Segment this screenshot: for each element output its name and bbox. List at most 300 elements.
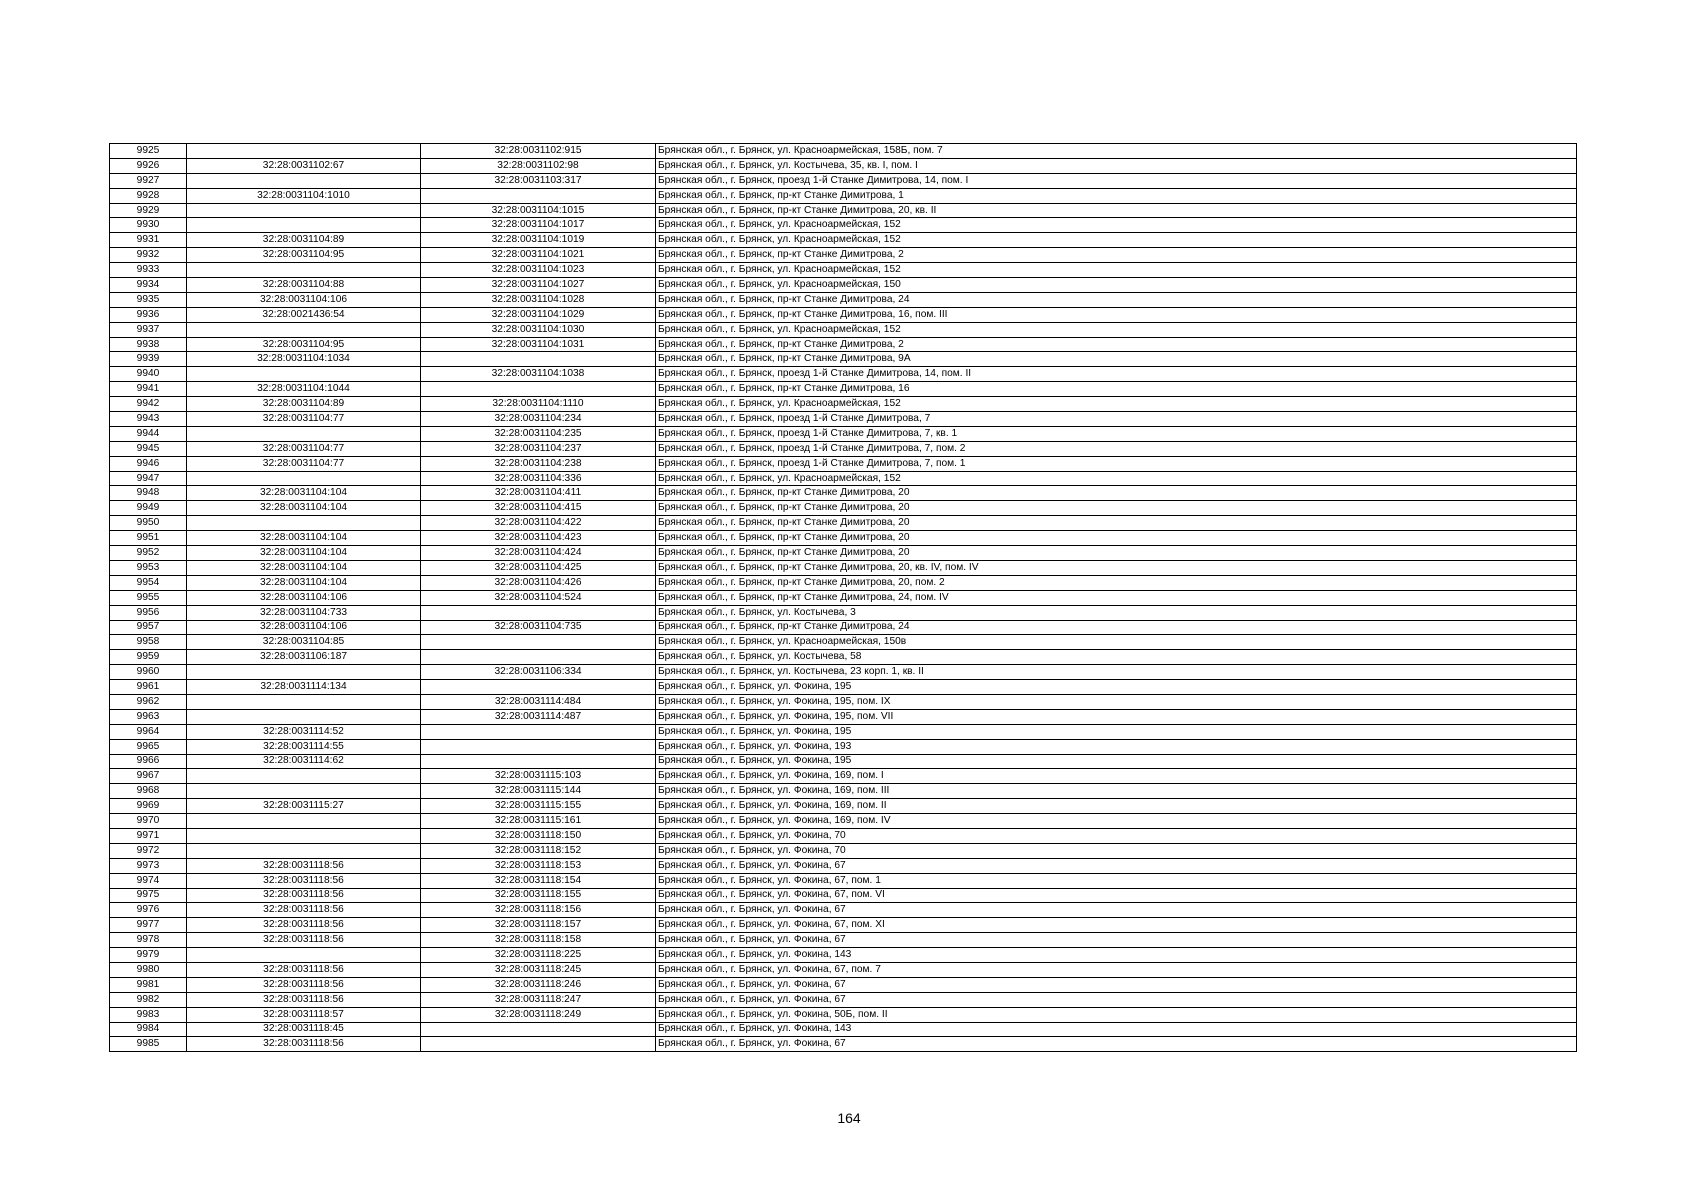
address-cell: Брянская обл., г. Брянск, ул. Фокина, 195, пом. VII (656, 709, 1577, 724)
row-number-cell: 9940 (110, 367, 187, 382)
row-number-cell: 9944 (110, 426, 187, 441)
address-cell: Брянская обл., г. Брянск, ул. Фокина, 193 (656, 739, 1577, 754)
row-number-cell: 9961 (110, 680, 187, 695)
object-number-cell: 32:28:0031118:152 (421, 843, 656, 858)
registry-table-container (109, 143, 1576, 1052)
object-number-cell: 32:28:0031104:234 (421, 412, 656, 427)
table-row (110, 486, 1577, 501)
object-number-cell: 32:28:0031104:1031 (421, 337, 656, 352)
table-row (110, 441, 1577, 456)
row-number-cell: 9941 (110, 382, 187, 397)
address-cell: Брянская обл., г. Брянск, ул. Фокина, 67 (656, 992, 1577, 1007)
table-row (110, 992, 1577, 1007)
table-row (110, 263, 1577, 278)
object-number-cell: 32:28:0031104:235 (421, 426, 656, 441)
object-number-cell (421, 635, 656, 650)
address-cell: Брянская обл., г. Брянск, пр-кт Станке Димитрова, 20, кв. IV, пом. IV (656, 560, 1577, 575)
row-number-cell: 9937 (110, 322, 187, 337)
row-number-cell: 9979 (110, 948, 187, 963)
address-cell: Брянская обл., г. Брянск, пр-кт Станке Димитрова, 2 (656, 248, 1577, 263)
object-number-cell (421, 1037, 656, 1052)
row-number-cell: 9952 (110, 546, 187, 561)
parcel-number-cell: 32:28:0031118:56 (187, 977, 421, 992)
parcel-number-cell (187, 367, 421, 382)
row-number-cell: 9946 (110, 456, 187, 471)
table-row (110, 739, 1577, 754)
address-cell: Брянская обл., г. Брянск, ул. Фокина, 169, пом. IV (656, 814, 1577, 829)
parcel-number-cell: 32:28:0031118:56 (187, 962, 421, 977)
parcel-number-cell: 32:28:0031104:1034 (187, 352, 421, 367)
object-number-cell: 32:28:0031118:247 (421, 992, 656, 1007)
object-number-cell (421, 754, 656, 769)
parcel-number-cell: 32:28:0031104:95 (187, 337, 421, 352)
object-number-cell (421, 188, 656, 203)
table-row (110, 903, 1577, 918)
address-cell: Брянская обл., г. Брянск, ул. Фокина, 67 (656, 903, 1577, 918)
table-row (110, 307, 1577, 322)
parcel-number-cell: 32:28:0031118:56 (187, 1037, 421, 1052)
parcel-number-cell (187, 814, 421, 829)
row-number-cell: 9930 (110, 218, 187, 233)
table-row (110, 188, 1577, 203)
row-number-cell: 9947 (110, 471, 187, 486)
address-cell: Брянская обл., г. Брянск, ул. Костычева, 3 (656, 605, 1577, 620)
table-row (110, 620, 1577, 635)
object-number-cell: 32:28:0031104:238 (421, 456, 656, 471)
parcel-number-cell: 32:28:0031118:56 (187, 992, 421, 1007)
page-number: 164 (837, 1110, 861, 1126)
object-number-cell: 32:28:0031104:1017 (421, 218, 656, 233)
parcel-number-cell: 32:28:0031118:56 (187, 858, 421, 873)
object-number-cell: 32:28:0031102:915 (421, 144, 656, 159)
parcel-number-cell: 32:28:0021436:54 (187, 307, 421, 322)
parcel-number-cell (187, 784, 421, 799)
table-row (110, 233, 1577, 248)
table-row (110, 382, 1577, 397)
address-cell: Брянская обл., г. Брянск, пр-кт Станке Димитрова, 24 (656, 292, 1577, 307)
address-cell: Брянская обл., г. Брянск, пр-кт Станке Димитрова, 20, пом. 2 (656, 575, 1577, 590)
object-number-cell: 32:28:0031104:237 (421, 441, 656, 456)
object-number-cell: 32:28:0031118:245 (421, 962, 656, 977)
table-row (110, 426, 1577, 441)
parcel-number-cell: 32:28:0031118:45 (187, 1022, 421, 1037)
address-cell: Брянская обл., г. Брянск, ул. Красноармейская, 152 (656, 233, 1577, 248)
table-row (110, 352, 1577, 367)
address-cell: Брянская обл., г. Брянск, проезд 1-й Станке Димитрова, 7, пом. 2 (656, 441, 1577, 456)
parcel-number-cell: 32:28:0031114:52 (187, 724, 421, 739)
parcel-number-cell: 32:28:0031104:104 (187, 575, 421, 590)
table-row (110, 769, 1577, 784)
parcel-number-cell (187, 828, 421, 843)
parcel-number-cell (187, 426, 421, 441)
address-cell: Брянская обл., г. Брянск, ул. Фокина, 70 (656, 828, 1577, 843)
object-number-cell: 32:28:0031118:155 (421, 888, 656, 903)
address-cell: Брянская обл., г. Брянск, ул. Фокина, 143 (656, 948, 1577, 963)
object-number-cell: 32:28:0031114:484 (421, 694, 656, 709)
object-number-cell: 32:28:0031118:157 (421, 918, 656, 933)
object-number-cell: 32:28:0031115:155 (421, 799, 656, 814)
table-row (110, 709, 1577, 724)
address-cell: Брянская обл., г. Брянск, пр-кт Станке Димитрова, 1 (656, 188, 1577, 203)
parcel-number-cell: 32:28:0031118:56 (187, 903, 421, 918)
row-number-cell: 9954 (110, 575, 187, 590)
object-number-cell (421, 724, 656, 739)
row-number-cell: 9945 (110, 441, 187, 456)
address-cell: Брянская обл., г. Брянск, пр-кт Станке Димитрова, 20 (656, 516, 1577, 531)
parcel-number-cell (187, 322, 421, 337)
object-number-cell: 32:28:0031104:1019 (421, 233, 656, 248)
parcel-number-cell: 32:28:0031118:57 (187, 1007, 421, 1022)
parcel-number-cell: 32:28:0031104:1010 (187, 188, 421, 203)
table-row (110, 680, 1577, 695)
row-number-cell: 9932 (110, 248, 187, 263)
address-cell: Брянская обл., г. Брянск, ул. Костычева, 23 корп. 1, кв. II (656, 665, 1577, 680)
table-row (110, 501, 1577, 516)
row-number-cell: 9926 (110, 158, 187, 173)
object-number-cell: 32:28:0031104:1110 (421, 397, 656, 412)
address-cell: Брянская обл., г. Брянск, пр-кт Станке Димитрова, 24 (656, 620, 1577, 635)
address-cell: Брянская обл., г. Брянск, проезд 1-й Станке Димитрова, 14, пом. I (656, 173, 1577, 188)
object-number-cell: 32:28:0031104:1030 (421, 322, 656, 337)
object-number-cell: 32:28:0031115:144 (421, 784, 656, 799)
parcel-number-cell: 32:28:0031114:55 (187, 739, 421, 754)
table-row (110, 337, 1577, 352)
row-number-cell: 9978 (110, 933, 187, 948)
row-number-cell: 9938 (110, 337, 187, 352)
object-number-cell: 32:28:0031102:98 (421, 158, 656, 173)
address-cell: Брянская обл., г. Брянск, пр-кт Станке Димитрова, 9А (656, 352, 1577, 367)
parcel-number-cell: 32:28:0031115:27 (187, 799, 421, 814)
parcel-number-cell: 32:28:0031118:56 (187, 888, 421, 903)
row-number-cell: 9960 (110, 665, 187, 680)
object-number-cell: 32:28:0031104:1038 (421, 367, 656, 382)
address-cell: Брянская обл., г. Брянск, пр-кт Станке Димитрова, 2 (656, 337, 1577, 352)
table-row (110, 650, 1577, 665)
object-number-cell: 32:28:0031118:249 (421, 1007, 656, 1022)
address-cell: Брянская обл., г. Брянск, ул. Фокина, 195 (656, 754, 1577, 769)
object-number-cell: 32:28:0031104:425 (421, 560, 656, 575)
table-row (110, 292, 1577, 307)
table-row (110, 635, 1577, 650)
row-number-cell: 9942 (110, 397, 187, 412)
parcel-number-cell: 32:28:0031114:62 (187, 754, 421, 769)
registry-table (109, 143, 1577, 1052)
address-cell: Брянская обл., г. Брянск, ул. Фокина, 67 (656, 977, 1577, 992)
table-row (110, 367, 1577, 382)
row-number-cell: 9973 (110, 858, 187, 873)
table-row (110, 158, 1577, 173)
address-cell: Брянская обл., г. Брянск, ул. Красноармейская, 152 (656, 218, 1577, 233)
address-cell: Брянская обл., г. Брянск, проезд 1-й Станке Димитрова, 7, пом. 1 (656, 456, 1577, 471)
object-number-cell: 32:28:0031104:735 (421, 620, 656, 635)
parcel-number-cell (187, 471, 421, 486)
table-row (110, 203, 1577, 218)
address-cell: Брянская обл., г. Брянск, ул. Фокина, 67, пом. 7 (656, 962, 1577, 977)
table-row (110, 694, 1577, 709)
parcel-number-cell: 32:28:0031118:56 (187, 933, 421, 948)
address-cell: Брянская обл., г. Брянск, пр-кт Станке Димитрова, 16 (656, 382, 1577, 397)
table-row (110, 858, 1577, 873)
address-cell: Брянская обл., г. Брянск, проезд 1-й Станке Димитрова, 7 (656, 412, 1577, 427)
table-row (110, 814, 1577, 829)
object-number-cell (421, 739, 656, 754)
object-number-cell: 32:28:0031118:153 (421, 858, 656, 873)
object-number-cell: 32:28:0031118:154 (421, 873, 656, 888)
parcel-number-cell (187, 665, 421, 680)
address-cell: Брянская обл., г. Брянск, проезд 1-й Станке Димитрова, 14, пом. II (656, 367, 1577, 382)
object-number-cell (421, 1022, 656, 1037)
address-cell: Брянская обл., г. Брянск, пр-кт Станке Димитрова, 16, пом. III (656, 307, 1577, 322)
address-cell: Брянская обл., г. Брянск, проезд 1-й Станке Димитрова, 7, кв. 1 (656, 426, 1577, 441)
object-number-cell (421, 382, 656, 397)
table-row (110, 962, 1577, 977)
row-number-cell: 9966 (110, 754, 187, 769)
address-cell: Брянская обл., г. Брянск, ул. Красноармейская, 152 (656, 397, 1577, 412)
table-row (110, 144, 1577, 159)
parcel-number-cell: 32:28:0031104:104 (187, 501, 421, 516)
table-row (110, 888, 1577, 903)
address-cell: Брянская обл., г. Брянск, ул. Красноармейская, 152 (656, 322, 1577, 337)
address-cell: Брянская обл., г. Брянск, пр-кт Станке Димитрова, 24, пом. IV (656, 590, 1577, 605)
address-cell: Брянская обл., г. Брянск, ул. Костычева, 58 (656, 650, 1577, 665)
object-number-cell: 32:28:0031115:103 (421, 769, 656, 784)
row-number-cell: 9925 (110, 144, 187, 159)
table-row (110, 918, 1577, 933)
row-number-cell: 9970 (110, 814, 187, 829)
address-cell: Брянская обл., г. Брянск, ул. Фокина, 169, пом. I (656, 769, 1577, 784)
table-row (110, 397, 1577, 412)
table-body (110, 144, 1577, 1052)
row-number-cell: 9985 (110, 1037, 187, 1052)
address-cell: Брянская обл., г. Брянск, ул. Фокина, 70 (656, 843, 1577, 858)
address-cell: Брянская обл., г. Брянск, ул. Фокина, 67, пом. 1 (656, 873, 1577, 888)
row-number-cell: 9934 (110, 278, 187, 293)
address-cell: Брянская обл., г. Брянск, пр-кт Станке Димитрова, 20 (656, 501, 1577, 516)
table-row (110, 784, 1577, 799)
table-row (110, 278, 1577, 293)
table-row (110, 516, 1577, 531)
row-number-cell: 9974 (110, 873, 187, 888)
address-cell: Брянская обл., г. Брянск, ул. Фокина, 67, пом. XI (656, 918, 1577, 933)
table-row (110, 1007, 1577, 1022)
row-number-cell: 9958 (110, 635, 187, 650)
object-number-cell: 32:28:0031104:1029 (421, 307, 656, 322)
row-number-cell: 9931 (110, 233, 187, 248)
table-row (110, 322, 1577, 337)
object-number-cell: 32:28:0031104:1021 (421, 248, 656, 263)
table-row (110, 546, 1577, 561)
parcel-number-cell: 32:28:0031104:106 (187, 292, 421, 307)
object-number-cell (421, 352, 656, 367)
parcel-number-cell: 32:28:0031104:104 (187, 486, 421, 501)
row-number-cell: 9955 (110, 590, 187, 605)
parcel-number-cell: 32:28:0031104:106 (187, 620, 421, 635)
object-number-cell: 32:28:0031103:317 (421, 173, 656, 188)
parcel-number-cell (187, 173, 421, 188)
parcel-number-cell: 32:28:0031102:67 (187, 158, 421, 173)
row-number-cell: 9962 (110, 694, 187, 709)
table-row (110, 665, 1577, 680)
address-cell: Брянская обл., г. Брянск, пр-кт Станке Димитрова, 20 (656, 531, 1577, 546)
row-number-cell: 9967 (110, 769, 187, 784)
address-cell: Брянская обл., г. Брянск, ул. Фокина, 143 (656, 1022, 1577, 1037)
row-number-cell: 9928 (110, 188, 187, 203)
row-number-cell: 9959 (110, 650, 187, 665)
row-number-cell: 9950 (110, 516, 187, 531)
object-number-cell: 32:28:0031104:415 (421, 501, 656, 516)
row-number-cell: 9975 (110, 888, 187, 903)
table-row (110, 724, 1577, 739)
address-cell: Брянская обл., г. Брянск, ул. Костычева, 35, кв. I, пом. I (656, 158, 1577, 173)
table-row (110, 948, 1577, 963)
parcel-number-cell: 32:28:0031104:77 (187, 412, 421, 427)
parcel-number-cell (187, 709, 421, 724)
object-number-cell: 32:28:0031118:158 (421, 933, 656, 948)
parcel-number-cell: 32:28:0031104:89 (187, 397, 421, 412)
table-row (110, 248, 1577, 263)
address-cell: Брянская обл., г. Брянск, ул. Фокина, 67 (656, 933, 1577, 948)
object-number-cell: 32:28:0031104:423 (421, 531, 656, 546)
object-number-cell (421, 605, 656, 620)
parcel-number-cell: 32:28:0031104:106 (187, 590, 421, 605)
table-row (110, 799, 1577, 814)
address-cell: Брянская обл., г. Брянск, пр-кт Станке Димитрова, 20 (656, 546, 1577, 561)
object-number-cell: 32:28:0031104:1028 (421, 292, 656, 307)
table-row (110, 173, 1577, 188)
row-number-cell: 9984 (110, 1022, 187, 1037)
table-row (110, 843, 1577, 858)
parcel-number-cell: 32:28:0031104:95 (187, 248, 421, 263)
row-number-cell: 9933 (110, 263, 187, 278)
row-number-cell: 9981 (110, 977, 187, 992)
object-number-cell: 32:28:0031114:487 (421, 709, 656, 724)
object-number-cell: 32:28:0031104:411 (421, 486, 656, 501)
address-cell: Брянская обл., г. Брянск, ул. Фокина, 195, пом. IX (656, 694, 1577, 709)
table-row (110, 471, 1577, 486)
table-row (110, 828, 1577, 843)
parcel-number-cell: 32:28:0031104:88 (187, 278, 421, 293)
parcel-number-cell (187, 948, 421, 963)
object-number-cell: 32:28:0031118:225 (421, 948, 656, 963)
address-cell: Брянская обл., г. Брянск, ул. Фокина, 67, пом. VI (656, 888, 1577, 903)
table-row (110, 590, 1577, 605)
address-cell: Брянская обл., г. Брянск, пр-кт Станке Димитрова, 20, кв. II (656, 203, 1577, 218)
address-cell: Брянская обл., г. Брянск, ул. Фокина, 169, пом. II (656, 799, 1577, 814)
object-number-cell: 32:28:0031104:422 (421, 516, 656, 531)
parcel-number-cell (187, 694, 421, 709)
address-cell: Брянская обл., г. Брянск, ул. Фокина, 195 (656, 724, 1577, 739)
table-row (110, 456, 1577, 471)
address-cell: Брянская обл., г. Брянск, ул. Красноармейская, 150 (656, 278, 1577, 293)
object-number-cell: 32:28:0031104:336 (421, 471, 656, 486)
object-number-cell: 32:28:0031104:524 (421, 590, 656, 605)
table-row (110, 1037, 1577, 1052)
address-cell: Брянская обл., г. Брянск, ул. Красноармейская, 158Б, пом. 7 (656, 144, 1577, 159)
row-number-cell: 9976 (110, 903, 187, 918)
row-number-cell: 9936 (110, 307, 187, 322)
object-number-cell: 32:28:0031118:246 (421, 977, 656, 992)
address-cell: Брянская обл., г. Брянск, ул. Фокина, 67 (656, 858, 1577, 873)
row-number-cell: 9983 (110, 1007, 187, 1022)
row-number-cell: 9949 (110, 501, 187, 516)
parcel-number-cell: 32:28:0031104:1044 (187, 382, 421, 397)
object-number-cell: 32:28:0031115:161 (421, 814, 656, 829)
parcel-number-cell (187, 843, 421, 858)
object-number-cell: 32:28:0031104:424 (421, 546, 656, 561)
object-number-cell: 32:28:0031118:156 (421, 903, 656, 918)
row-number-cell: 9929 (110, 203, 187, 218)
table-row (110, 412, 1577, 427)
parcel-number-cell: 32:28:0031114:134 (187, 680, 421, 695)
address-cell: Брянская обл., г. Брянск, ул. Красноармейская, 152 (656, 263, 1577, 278)
parcel-number-cell: 32:28:0031104:77 (187, 441, 421, 456)
row-number-cell: 9980 (110, 962, 187, 977)
row-number-cell: 9935 (110, 292, 187, 307)
parcel-number-cell: 32:28:0031118:56 (187, 918, 421, 933)
row-number-cell: 9956 (110, 605, 187, 620)
parcel-number-cell (187, 263, 421, 278)
address-cell: Брянская обл., г. Брянск, пр-кт Станке Димитрова, 20 (656, 486, 1577, 501)
table-row (110, 977, 1577, 992)
parcel-number-cell: 32:28:0031104:104 (187, 560, 421, 575)
parcel-number-cell (187, 769, 421, 784)
row-number-cell: 9953 (110, 560, 187, 575)
row-number-cell: 9963 (110, 709, 187, 724)
table-row (110, 754, 1577, 769)
object-number-cell: 32:28:0031104:1015 (421, 203, 656, 218)
row-number-cell: 9951 (110, 531, 187, 546)
address-cell: Брянская обл., г. Брянск, ул. Фокина, 67 (656, 1037, 1577, 1052)
parcel-number-cell (187, 203, 421, 218)
table-row (110, 873, 1577, 888)
object-number-cell: 32:28:0031104:1027 (421, 278, 656, 293)
object-number-cell: 32:28:0031104:426 (421, 575, 656, 590)
address-cell: Брянская обл., г. Брянск, ул. Красноармейская, 150в (656, 635, 1577, 650)
parcel-number-cell: 32:28:0031104:733 (187, 605, 421, 620)
row-number-cell: 9964 (110, 724, 187, 739)
table-row (110, 1022, 1577, 1037)
table-row (110, 605, 1577, 620)
row-number-cell: 9977 (110, 918, 187, 933)
address-cell: Брянская обл., г. Брянск, ул. Фокина, 169, пом. III (656, 784, 1577, 799)
parcel-number-cell: 32:28:0031104:77 (187, 456, 421, 471)
row-number-cell: 9971 (110, 828, 187, 843)
object-number-cell: 32:28:0031106:334 (421, 665, 656, 680)
object-number-cell: 32:28:0031118:150 (421, 828, 656, 843)
object-number-cell: 32:28:0031104:1023 (421, 263, 656, 278)
address-cell: Брянская обл., г. Брянск, ул. Красноармейская, 152 (656, 471, 1577, 486)
address-cell: Брянская обл., г. Брянск, ул. Фокина, 195 (656, 680, 1577, 695)
object-number-cell (421, 680, 656, 695)
row-number-cell: 9972 (110, 843, 187, 858)
row-number-cell: 9982 (110, 992, 187, 1007)
row-number-cell: 9927 (110, 173, 187, 188)
parcel-number-cell (187, 218, 421, 233)
row-number-cell: 9957 (110, 620, 187, 635)
parcel-number-cell (187, 516, 421, 531)
row-number-cell: 9948 (110, 486, 187, 501)
parcel-number-cell: 32:28:0031104:89 (187, 233, 421, 248)
row-number-cell: 9939 (110, 352, 187, 367)
table-row (110, 531, 1577, 546)
row-number-cell: 9968 (110, 784, 187, 799)
parcel-number-cell: 32:28:0031104:85 (187, 635, 421, 650)
parcel-number-cell: 32:28:0031106:187 (187, 650, 421, 665)
object-number-cell (421, 650, 656, 665)
row-number-cell: 9969 (110, 799, 187, 814)
table-row (110, 933, 1577, 948)
parcel-number-cell (187, 144, 421, 159)
